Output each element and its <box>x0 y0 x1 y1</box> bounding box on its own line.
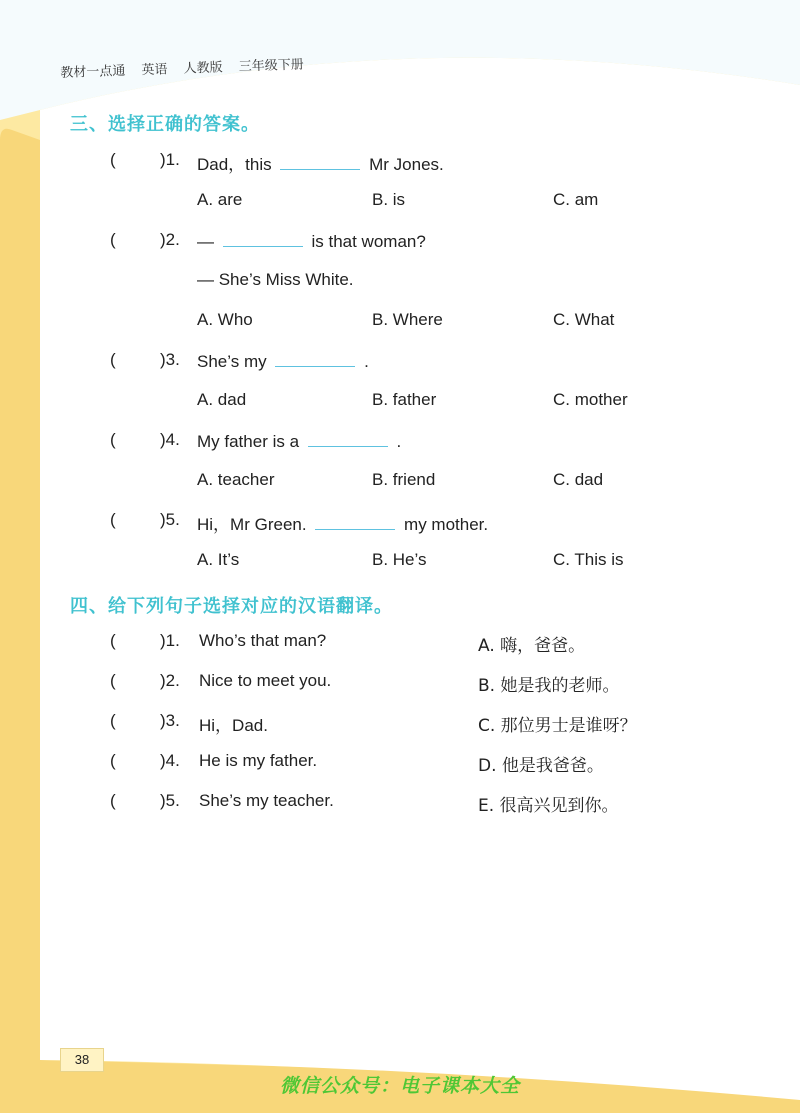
section-4-title: 四、给下列句子选择对应的汉语翻译。 <box>70 596 393 617</box>
answer-paren: ( <box>110 150 116 169</box>
item-number: )2. <box>160 671 180 690</box>
option-c: C. dad <box>553 470 604 489</box>
chinese-translation: D. 他是我爸爸。 <box>478 756 604 776</box>
answer-paren: ( <box>110 430 116 449</box>
english-sentence: Hi，Dad. <box>199 716 268 735</box>
answer-paren: ( <box>110 510 116 529</box>
chinese-translation: A. 嗨，爸爸。 <box>478 636 586 656</box>
option-b: B. is <box>372 190 406 209</box>
question-text-before: My father is a <box>197 432 300 451</box>
question-text-after: . <box>364 352 369 371</box>
english-sentence: He is my father. <box>199 751 318 770</box>
question-2 <box>197 230 426 252</box>
item-number: )4. <box>160 751 180 770</box>
question-5 <box>197 510 488 535</box>
option-b: B. He’s <box>372 550 427 569</box>
option-c: C. This is <box>553 550 624 569</box>
chinese-translation: B. 她是我的老师。 <box>478 676 620 696</box>
question-1 <box>197 150 444 175</box>
question-number: )3. <box>160 350 180 369</box>
question-text-before: Dad，this <box>197 155 272 174</box>
option-c: C. am <box>553 190 599 209</box>
answer-blank[interactable] <box>315 513 395 530</box>
edition: 人教版 <box>183 60 223 77</box>
question-number: )5. <box>160 510 180 529</box>
option-a: A. dad <box>197 390 247 409</box>
chinese-translation: E. 很高兴见到你。 <box>478 796 619 816</box>
answer-paren: ( <box>110 791 116 810</box>
question-text-before: Hi，Mr Green. <box>197 515 307 534</box>
question-3 <box>197 350 369 372</box>
question-number: )2. <box>160 230 180 249</box>
question-2-response: — She’s Miss White. <box>197 270 354 289</box>
page-number: 38 <box>60 1048 104 1072</box>
item-number: )3. <box>160 711 180 730</box>
question-number: )1. <box>160 150 180 169</box>
answer-blank[interactable] <box>223 230 303 247</box>
answer-paren: ( <box>110 230 116 249</box>
answer-blank[interactable] <box>280 153 360 170</box>
footer-watermark: 微信公众号：电子课本大全 <box>279 1075 520 1097</box>
item-number: )5. <box>160 791 180 810</box>
answer-paren: ( <box>110 631 116 650</box>
question-text-before: — <box>197 232 214 251</box>
chinese-translation: C. 那位男士是谁呀？ <box>478 716 637 736</box>
answer-paren: ( <box>110 751 116 770</box>
answer-blank[interactable] <box>308 430 388 447</box>
question-text-after: Mr Jones. <box>369 155 444 174</box>
question-number: )4. <box>160 430 180 449</box>
option-b: B. friend <box>372 470 436 489</box>
answer-paren: ( <box>110 671 116 690</box>
grade: 三年级下册 <box>238 57 304 75</box>
answer-paren: ( <box>110 350 116 369</box>
subject: 英语 <box>141 62 168 79</box>
option-c: C. mother <box>553 390 628 409</box>
question-text-after: my mother. <box>404 515 489 534</box>
section-3-title: 三、选择正确的答案。 <box>70 114 260 135</box>
question-text-after: is that woman? <box>311 232 426 251</box>
book-name: 教材一点通 <box>60 63 126 81</box>
option-a: A. are <box>197 190 243 209</box>
question-text-before: She’s my <box>197 352 267 371</box>
english-sentence: She’s my teacher. <box>199 791 334 810</box>
question-text-after: . <box>396 432 402 451</box>
answer-paren: ( <box>110 711 116 730</box>
answer-blank[interactable] <box>275 350 355 367</box>
option-a: A. It’s <box>197 550 240 569</box>
option-b: B. father <box>372 390 437 409</box>
option-c: C. What <box>553 310 615 329</box>
option-a: A. teacher <box>197 470 275 489</box>
option-b: B. Where <box>372 310 443 329</box>
question-4 <box>197 430 401 452</box>
item-number: )1. <box>160 631 180 650</box>
option-a: A. Who <box>197 310 253 329</box>
english-sentence: Who’s that man? <box>199 631 327 650</box>
english-sentence: Nice to meet you. <box>199 671 332 690</box>
